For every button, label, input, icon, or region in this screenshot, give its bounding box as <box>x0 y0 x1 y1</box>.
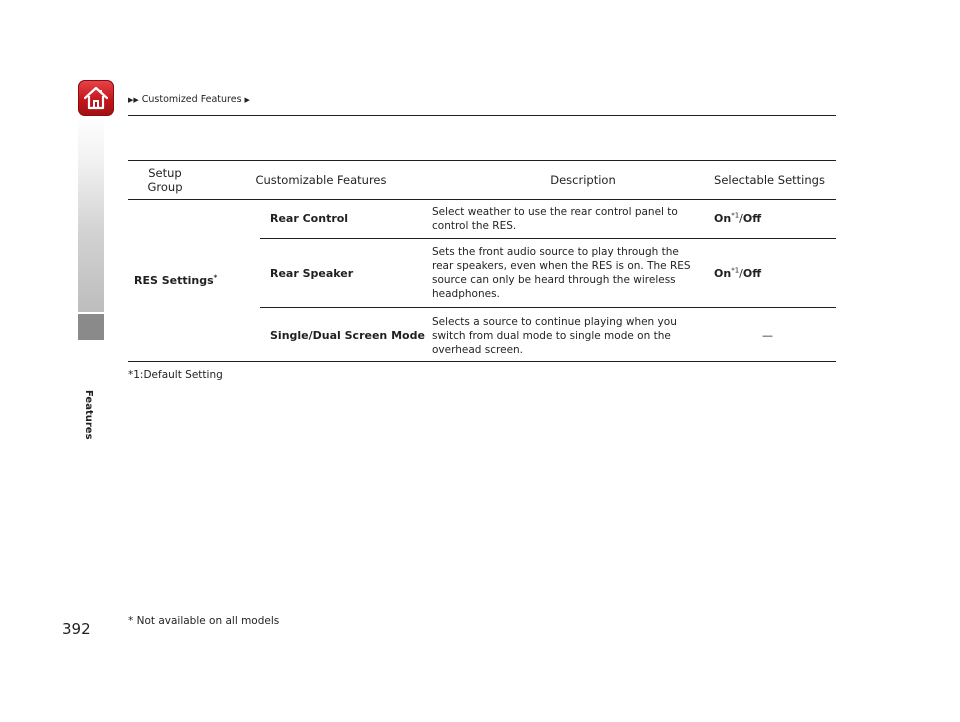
table-bottom-rule <box>128 361 836 362</box>
group-marker: * <box>213 273 218 282</box>
house-glyph-icon <box>82 84 110 112</box>
breadcrumb-arrow-icon: ▶ <box>244 95 250 104</box>
setting-separator: / <box>739 212 743 225</box>
header-settings: Selectable Settings <box>714 173 825 187</box>
desc-screen-mode: Selects a source to continue playing when you switch from dual mode to single mode on the overhead screen. <box>432 316 677 356</box>
setting-rear-control <box>714 212 761 226</box>
header-group-line2: Group <box>147 180 183 194</box>
sidebar-section-label: Features <box>83 390 94 440</box>
setting-default-marker: *1 <box>731 211 740 220</box>
row-divider <box>260 238 836 239</box>
breadcrumb <box>128 94 250 105</box>
setting-off: Off <box>742 267 762 280</box>
setting-off: Off <box>742 212 762 225</box>
feature-rear-speaker: Rear Speaker <box>270 267 354 280</box>
feature-rear-control: Rear Control <box>270 212 349 225</box>
header-setup-group <box>128 166 202 194</box>
setting-rear-speaker <box>714 267 761 281</box>
home-icon[interactable] <box>78 80 114 116</box>
sidebar-section-tab[interactable] <box>78 314 104 340</box>
desc-rear-control: Select weather to use the rear control panel to control the RES. <box>432 206 678 232</box>
sidebar-gradient <box>78 116 104 312</box>
availability-note: * Not available on all models <box>128 615 280 627</box>
setting-separator: / <box>739 267 743 280</box>
row-divider <box>260 307 836 308</box>
table-top-rule <box>128 160 836 161</box>
header-rule <box>128 115 836 116</box>
setting-on: On <box>714 267 732 280</box>
breadcrumb-arrows-icon: ▶▶ <box>128 95 139 104</box>
group-res-settings <box>134 274 217 288</box>
header-group-line1: Setup <box>148 166 182 180</box>
group-label: RES Settings <box>134 274 214 287</box>
setting-on: On <box>714 212 732 225</box>
header-features: Customizable Features <box>255 173 387 187</box>
setting-default-marker: *1 <box>731 266 740 275</box>
feature-screen-mode: Single/Dual Screen Mode <box>270 329 425 342</box>
setting-screen-mode: — <box>762 329 773 342</box>
footnote: *1:Default Setting <box>128 369 223 381</box>
header-description: Description <box>550 173 616 187</box>
breadcrumb-link[interactable]: Customized Features <box>141 94 242 105</box>
header-bottom-rule <box>128 199 836 200</box>
page-number: 392 <box>62 620 91 638</box>
desc-rear-speaker: Sets the front audio source to play through the rear speakers, even when the RES is on. The RES source can only be heard through the wireless headphones. <box>432 246 691 300</box>
